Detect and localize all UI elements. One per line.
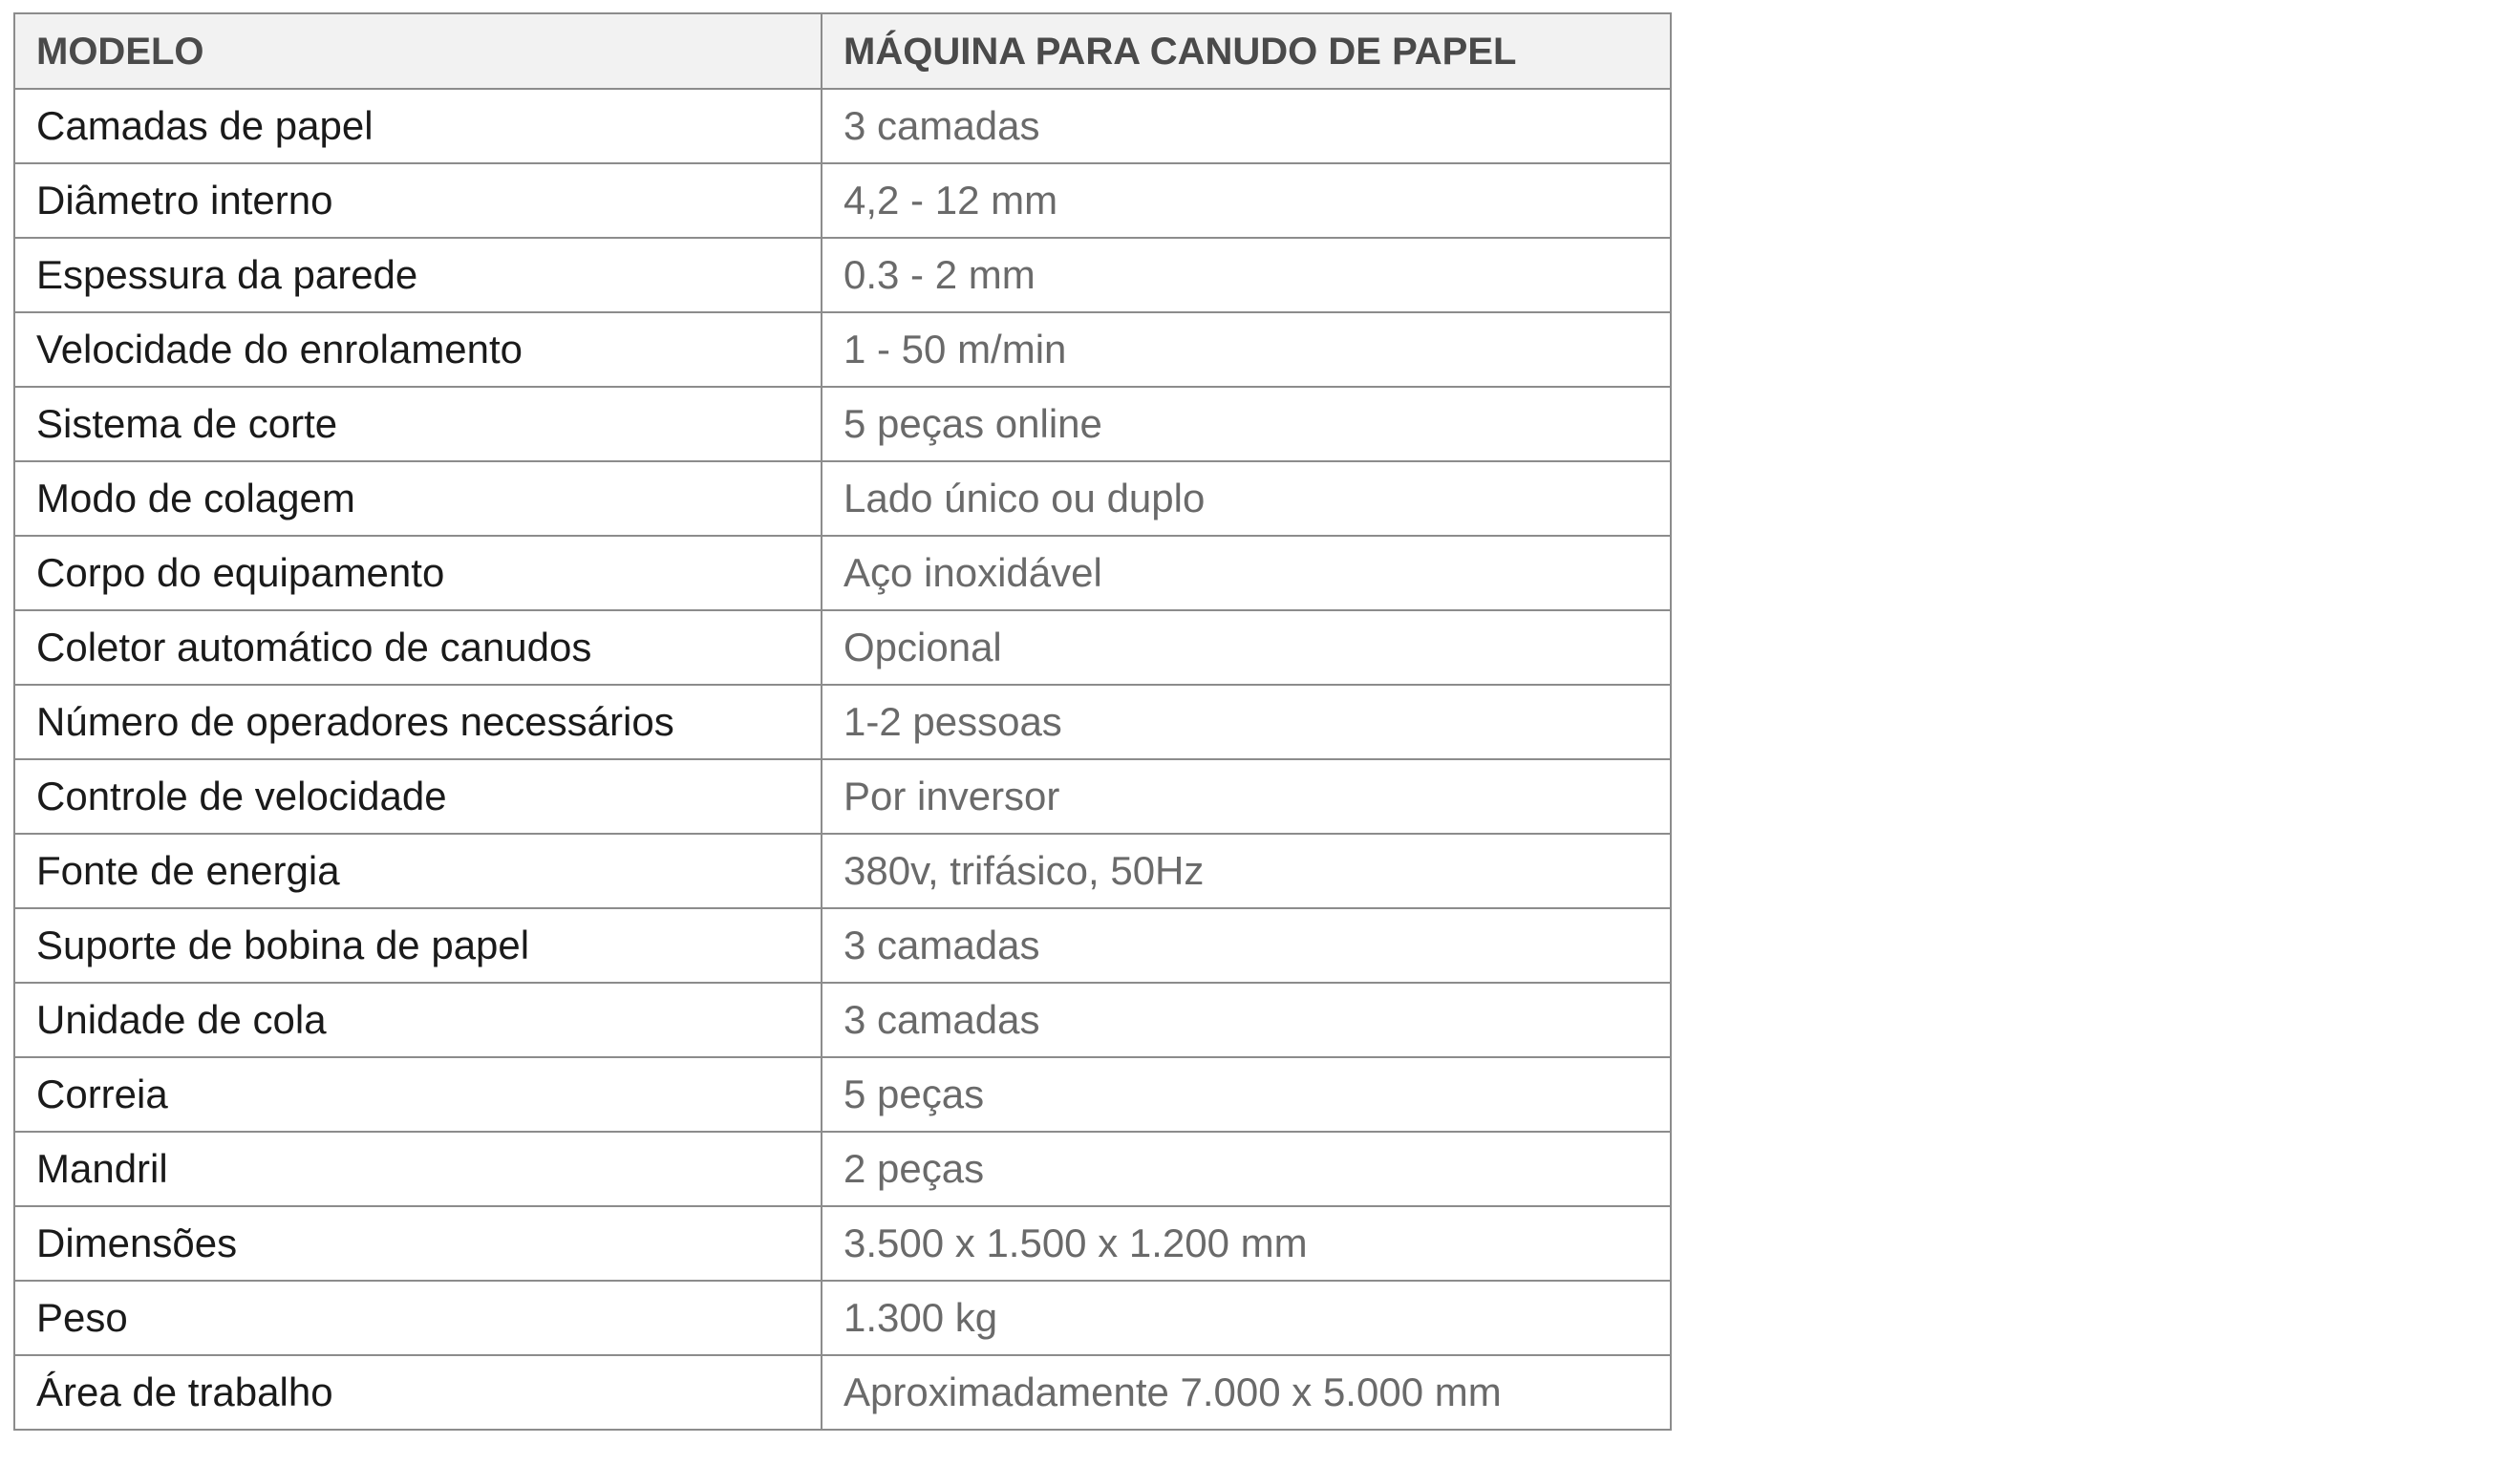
row-label: Suporte de bobina de papel xyxy=(14,908,822,983)
header-row xyxy=(14,13,1671,89)
row-value: 5 peças xyxy=(822,1057,1671,1132)
row-value: 4,2 - 12 mm xyxy=(822,163,1671,238)
row-value: 1.300 kg xyxy=(822,1281,1671,1355)
row-label: Fonte de energia xyxy=(14,834,822,908)
table-row xyxy=(14,163,1671,238)
row-label: Diâmetro interno xyxy=(14,163,822,238)
row-value: 380v, trifásico, 50Hz xyxy=(822,834,1671,908)
row-value: 3 camadas xyxy=(822,89,1671,163)
table-row xyxy=(14,1281,1671,1355)
row-label: Mandril xyxy=(14,1132,822,1206)
row-value: Opcional xyxy=(822,610,1671,685)
table-row xyxy=(14,1355,1671,1430)
row-label: Área de trabalho xyxy=(14,1355,822,1430)
row-label: Correia xyxy=(14,1057,822,1132)
row-label: Sistema de corte xyxy=(14,387,822,461)
spec-table xyxy=(13,12,1672,1431)
row-label: Unidade de cola xyxy=(14,983,822,1057)
row-value: 0.3 - 2 mm xyxy=(822,238,1671,312)
row-value: 3 camadas xyxy=(822,908,1671,983)
row-value: 3.500 x 1.500 x 1.200 mm xyxy=(822,1206,1671,1281)
row-value: 5 peças online xyxy=(822,387,1671,461)
row-value: Lado único ou duplo xyxy=(822,461,1671,536)
table-row xyxy=(14,312,1671,387)
row-label: Espessura da parede xyxy=(14,238,822,312)
row-value: Por inversor xyxy=(822,759,1671,834)
table-row xyxy=(14,387,1671,461)
row-value: 3 camadas xyxy=(822,983,1671,1057)
row-label: Corpo do equipamento xyxy=(14,536,822,610)
row-label: Dimensões xyxy=(14,1206,822,1281)
table-body xyxy=(14,89,1671,1430)
table-row xyxy=(14,238,1671,312)
table-row xyxy=(14,759,1671,834)
header-machine: MÁQUINA PARA CANUDO DE PAPEL xyxy=(822,13,1671,89)
row-label: Peso xyxy=(14,1281,822,1355)
table-row xyxy=(14,685,1671,759)
table-row xyxy=(14,1132,1671,1206)
table-row xyxy=(14,89,1671,163)
row-label: Modo de colagem xyxy=(14,461,822,536)
row-label: Velocidade do enrolamento xyxy=(14,312,822,387)
row-label: Número de operadores necessários xyxy=(14,685,822,759)
table-header xyxy=(14,13,1671,89)
row-value: 2 peças xyxy=(822,1132,1671,1206)
row-value: 1-2 pessoas xyxy=(822,685,1671,759)
table-row xyxy=(14,1206,1671,1281)
table-row xyxy=(14,610,1671,685)
table-row xyxy=(14,983,1671,1057)
row-value: Aproximadamente 7.000 x 5.000 mm xyxy=(822,1355,1671,1430)
row-value: 1 - 50 m/min xyxy=(822,312,1671,387)
table-row xyxy=(14,461,1671,536)
row-label: Camadas de papel xyxy=(14,89,822,163)
table-row xyxy=(14,1057,1671,1132)
table-row xyxy=(14,536,1671,610)
table-row xyxy=(14,834,1671,908)
row-label: Controle de velocidade xyxy=(14,759,822,834)
header-model: MODELO xyxy=(14,13,822,89)
table-row xyxy=(14,908,1671,983)
row-value: Aço inoxidável xyxy=(822,536,1671,610)
row-label: Coletor automático de canudos xyxy=(14,610,822,685)
